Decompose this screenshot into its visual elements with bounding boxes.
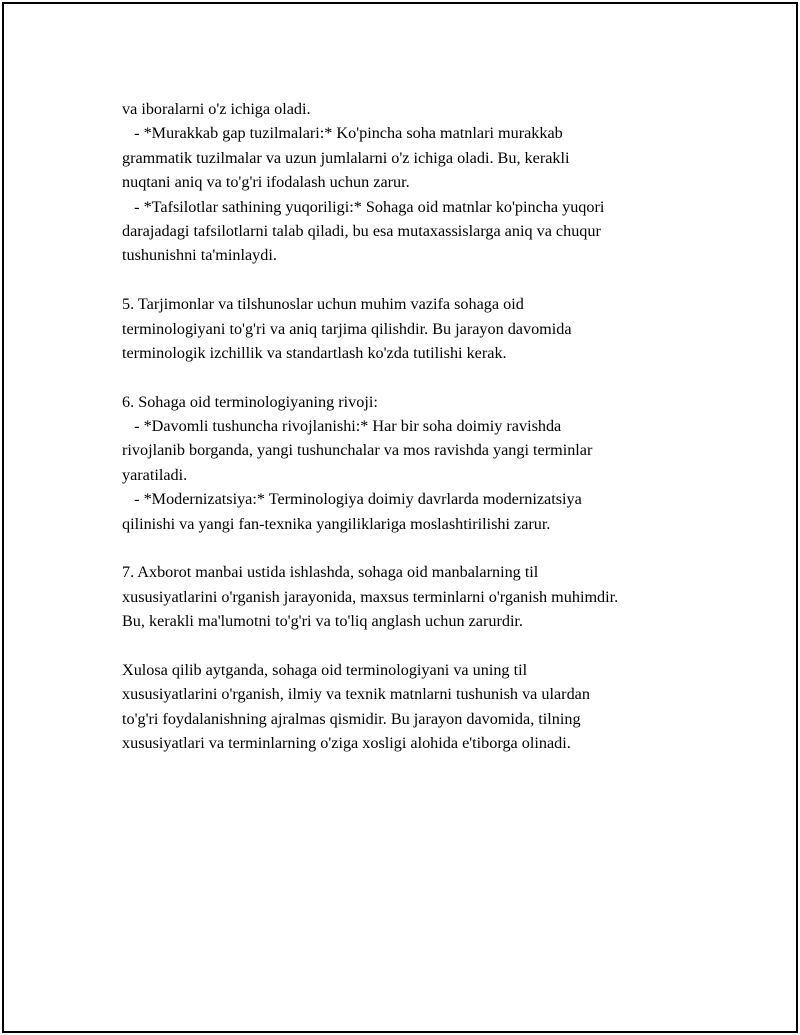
text-line: - *Tafsilotlar sathining yuqoriligi:* Sohaga oid matnlar ko'pincha yuqori [122, 197, 605, 216]
text-line: - *Modernizatsiya:* Terminologiya doimiy davrlarda modernizatsiya [122, 490, 582, 509]
paragraph-gap [122, 268, 722, 292]
paragraph-item-5 [122, 292, 722, 365]
text-line: qilinishi va yangi fan-texnika yangiliklariga moslashtirilishi zarur. [122, 514, 551, 533]
paragraph-continuation [122, 97, 722, 268]
text-line: grammatik tuzilmalar va uzun jumlalarni o'z ichiga oladi. Bu, kerakli [122, 148, 570, 167]
text-line: 7. Axborot manbai ustida ishlashda, sohaga oid manbalarning til [122, 563, 539, 582]
text-line: xususiyatlari va terminlarning o'ziga xosligi alohida e'tiborga olinadi. [122, 734, 571, 753]
text-line: yaratiladi. [122, 465, 188, 484]
paragraph-gap [122, 536, 722, 560]
text-line: darajadagi tafsilotlarni talab qiladi, bu esa mutaxassislarga aniq va chuqur [122, 221, 601, 240]
text-line: terminologiyani to'g'ri va aniq tarjima qilishdir. Bu jarayon davomida [122, 319, 572, 338]
text-line: 5. Tarjimonlar va tilshunoslar uchun muhim vazifa sohaga oid [122, 295, 524, 314]
document-body [122, 97, 722, 756]
text-line: xususiyatlarini o'rganish jarayonida, maxsus terminlarni o'rganish muhimdir. [122, 587, 619, 606]
text-line: Xulosa qilib aytganda, sohaga oid terminologiyani va uning til [122, 660, 528, 679]
text-line: tushunishni ta'minlaydi. [122, 246, 277, 265]
text-line: va iboralarni o'z ichiga oladi. [122, 100, 311, 118]
paragraph-item-7 [122, 560, 722, 633]
text-line: - *Murakkab gap tuzilmalari:* Ko'pincha soha matnlari murakkab [122, 124, 563, 143]
text-line: Bu, kerakli ma'lumotni to'g'ri va to'liq anglash uchun zarurdir. [122, 612, 523, 631]
paragraph-item-6 [122, 390, 722, 536]
text-line: terminologik izchillik va standartlash ko'zda tutilishi kerak. [122, 343, 507, 362]
text-line: to'g'ri foydalanishning ajralmas qismidir. Bu jarayon davomida, tilning [122, 709, 581, 728]
text-line: - *Davomli tushuncha rivojlanishi:* Har bir soha doimiy ravishda [122, 417, 562, 436]
text-line: xususiyatlarini o'rganish, ilmiy va texnik matnlarni tushunish va ulardan [122, 685, 590, 704]
page-frame [2, 2, 798, 1033]
paragraph-gap [122, 365, 722, 389]
paragraph-gap [122, 634, 722, 658]
text-line: rivojlanib borganda, yangi tushunchalar va mos ravishda yangi terminlar [122, 441, 593, 460]
paragraph-conclusion [122, 658, 722, 756]
text-line: nuqtani aniq va to'g'ri ifodalash uchun zarur. [122, 173, 410, 192]
text-line: 6. Sohaga oid terminologiyaning rivoji: [122, 392, 378, 411]
